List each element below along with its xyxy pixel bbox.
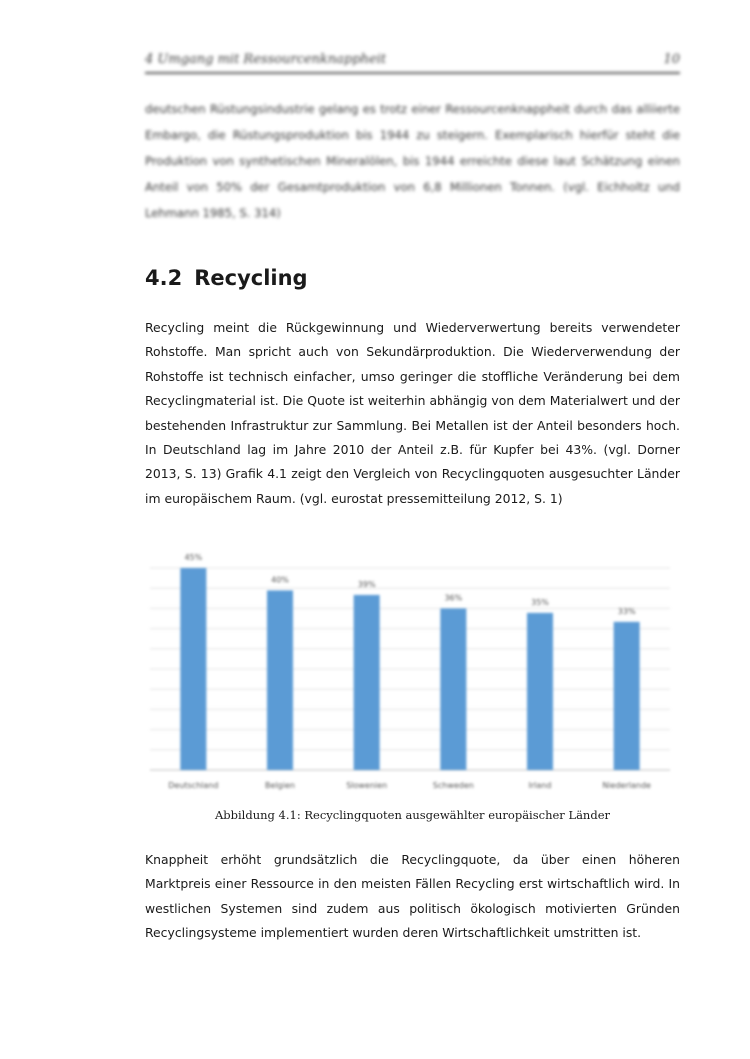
chart-data-label: 36% [444,593,463,603]
running-head-title: 4 Umgang mit Ressourcenknappheit [145,52,387,67]
chart-category-label: Schweden [432,781,474,790]
chart-category-label: Deutschland [168,781,219,790]
header-rule [145,72,680,74]
page-number: 10 [663,52,680,67]
section-heading [145,266,308,290]
figure-caption: Abbildung 4.1: Recyclingquoten ausgewählter europäischer Länder [214,808,611,822]
chart-data-label: 35% [531,597,549,607]
chart-bar-schweden [440,608,466,770]
chart-bar-deutschland [180,568,206,770]
chart-bar-irland [527,613,553,770]
body-paragraph-2: Knappheit erhöht grundsätzlich die Recyclingquote, da über einen höheren Marktpreis einer Ressource in den meisten Fällen Recycling erst wirtschaftlich wird. In westlichen Systemen sind zudem aus politisch ökologisch motivierten Gründen Recyclingsysteme implementiert wurden deren Wirtschaftlichkeit umstritten ist. [145,852,680,941]
running-head [145,50,680,72]
section-title: Recycling [194,266,308,290]
chart-data-label: 33% [617,606,636,616]
intro-paragraph: deutschen Rüstungsindustrie gelang es trotz einer Ressourcenknappheit durch das alliierte Embargo, die Rüstungsproduktion bis 1944 zu steigern. Exemplarisch hierfür steht die Produktion von synthetischen Mineralölen, bis 1944 erreichte diese laut Schätzung einen Anteil von 50% der Gesamtproduktion von 6,8 Millionen Tonnen. (vgl. Eichholtz und Lehmann 1985, S. 314) [145,102,680,220]
chart-bar-slowenien [354,595,380,770]
chart-category-label: Niederlande [602,781,651,790]
chart-category-label: Belgien [265,781,295,790]
section-number: 4.2 [145,266,183,290]
chart-canvas [145,540,680,800]
chart-data-label: 45% [184,553,203,562]
recycling-bar-chart [145,540,680,800]
chart-bar-niederlande [614,622,640,770]
chart-bar-belgien [267,590,293,770]
chart-data-label: 40% [271,575,289,585]
body-paragraph-1: Recycling meint die Rückgewinnung und Wiederverwertung bereits verwendeter Rohstoffe. Man spricht auch von Sekundärproduktion. Die Wiederverwendung der Rohstoffe ist technisch einfacher, umso geringer die stoffliche Veränderung bei dem Recyclingmaterial ist. Die Quote ist weiterhin abhängig von dem Materialwert und der bestehenden Infrastruktur zur Sammlung. Bei Metallen ist der Anteil besonders hoch. In Deutschland lag im Jahre 2010 der Anteil z.B. für Kupfer bei 43%. (vgl. Dorner 2013, S. 13) Grafik 4.1 zeigt den Vergleich von Recyclingquoten ausgesuchter Länder im europäischem Raum. (vgl. eurostat pressemitteilung 2012, S. 1) [145,320,680,506]
chart-category-label: Irland [528,781,552,790]
chart-data-label: 39% [357,579,376,589]
chart-category-label: Slowenien [346,781,388,790]
